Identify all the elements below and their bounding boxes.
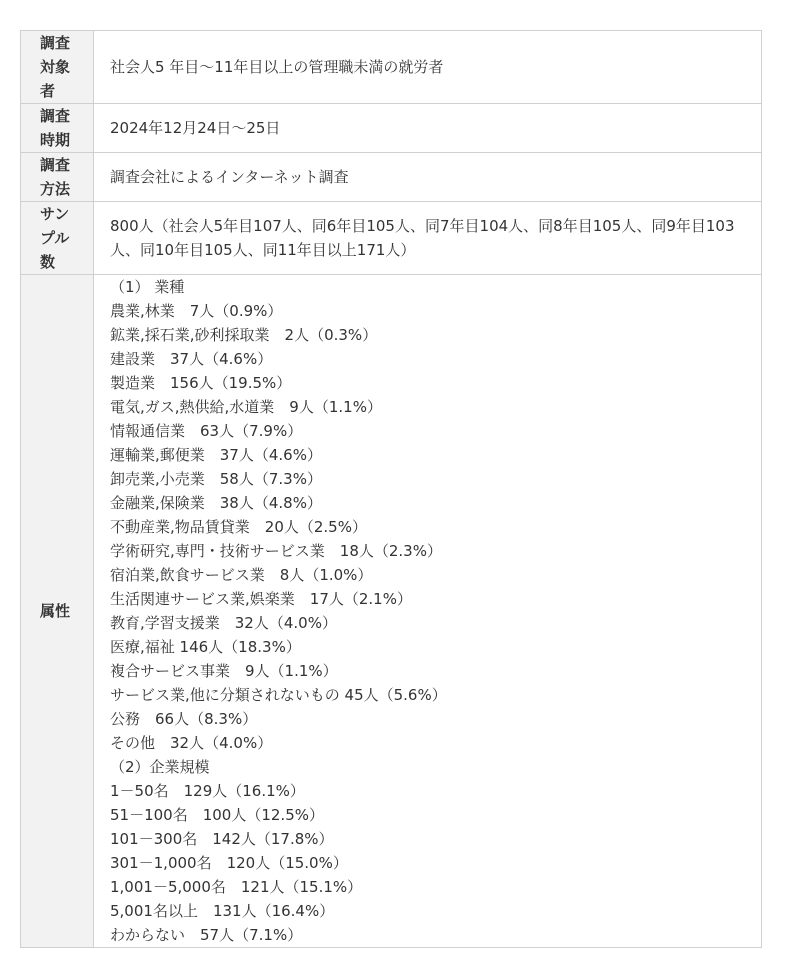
attribute-line: 複合サービス事業 9人（1.1%） xyxy=(110,662,338,680)
attribute-line: 電気,ガス,熱供給,水道業 9人（1.1%） xyxy=(110,398,382,416)
attribute-line: 宿泊業,飲食サービス業 8人（1.0%） xyxy=(110,566,373,584)
attribute-line: わからない 57人（7.1%） xyxy=(110,926,303,944)
value-method: 調査会社によるインターネット調査 xyxy=(94,153,762,202)
attribute-line: 51－100名 100人（12.5%） xyxy=(110,806,324,824)
attribute-line: 製造業 156人（19.5%） xyxy=(110,374,292,392)
attribute-line: 情報通信業 63人（7.9%） xyxy=(110,422,303,440)
table-row-period xyxy=(21,104,762,153)
label-cell-period xyxy=(21,104,94,153)
attribute-line: 101－300名 142人（17.8%） xyxy=(110,830,334,848)
attribute-line: 1,001－5,000名 121人（15.1%） xyxy=(110,878,363,896)
attribute-line: 金融業,保険業 38人（4.8%） xyxy=(110,494,322,512)
value-period: 2024年12月24日～25日 xyxy=(94,104,762,153)
label-cell-target xyxy=(21,31,94,104)
value-sample: 800人（社会人5年目107人、同6年目105人、同7年目104人、同8年目105人、同9年目103人、同10年目105人、同11年目以上171人） xyxy=(94,202,762,275)
attribute-line: 生活関連サービス業,娯楽業 17人（2.1%） xyxy=(110,590,412,608)
label-method: 調査方法 xyxy=(40,156,71,198)
table-row-method xyxy=(21,153,762,202)
attribute-line: 建設業 37人（4.6%） xyxy=(110,350,273,368)
attribute-line: （1） 業種 xyxy=(110,278,185,296)
attribute-line: 卸売業,小売業 58人（7.3%） xyxy=(110,470,322,488)
attribute-line: 運輸業,郵便業 37人（4.6%） xyxy=(110,446,322,464)
label-cell-sample xyxy=(21,202,94,275)
label-cell-method xyxy=(21,153,94,202)
attribute-list xyxy=(110,275,745,947)
label-sample: サンプル数 xyxy=(40,205,70,271)
attribute-line: 鉱業,採石業,砂利採取業 2人（0.3%） xyxy=(110,326,378,344)
attribute-line: 5,001名以上 131人（16.4%） xyxy=(110,902,335,920)
attribute-line: 学術研究,専門・技術サービス業 18人（2.3%） xyxy=(110,542,442,560)
attribute-line: （2）企業規模 xyxy=(110,758,210,776)
label-target: 調査対象者 xyxy=(40,34,71,100)
table-row-sample xyxy=(21,202,762,275)
attribute-line: 1－50名 129人（16.1%） xyxy=(110,782,305,800)
table-row-attributes xyxy=(21,275,762,948)
label-cell-attributes xyxy=(21,275,94,948)
survey-overview-table xyxy=(20,30,762,948)
label-attributes: 属性 xyxy=(40,602,71,620)
value-target: 社会人5 年目～11年目以上の管理職未満の就労者 xyxy=(94,31,762,104)
value-attributes xyxy=(94,275,762,948)
attribute-line: サービス業,他に分類されないもの 45人（5.6%） xyxy=(110,686,447,704)
table-row-target xyxy=(21,31,762,104)
attribute-line: その他 32人（4.0%） xyxy=(110,734,273,752)
attribute-line: 農業,林業 7人（0.9%） xyxy=(110,302,283,320)
attribute-line: 教育,学習支援業 32人（4.0%） xyxy=(110,614,337,632)
attribute-line: 301－1,000名 120人（15.0%） xyxy=(110,854,348,872)
label-period: 調査時期 xyxy=(40,107,71,149)
attribute-line: 公務 66人（8.3%） xyxy=(110,710,258,728)
attribute-line: 不動産業,物品賃貸業 20人（2.5%） xyxy=(110,518,367,536)
attribute-line: 医療,福祉 146人（18.3%） xyxy=(110,638,301,656)
